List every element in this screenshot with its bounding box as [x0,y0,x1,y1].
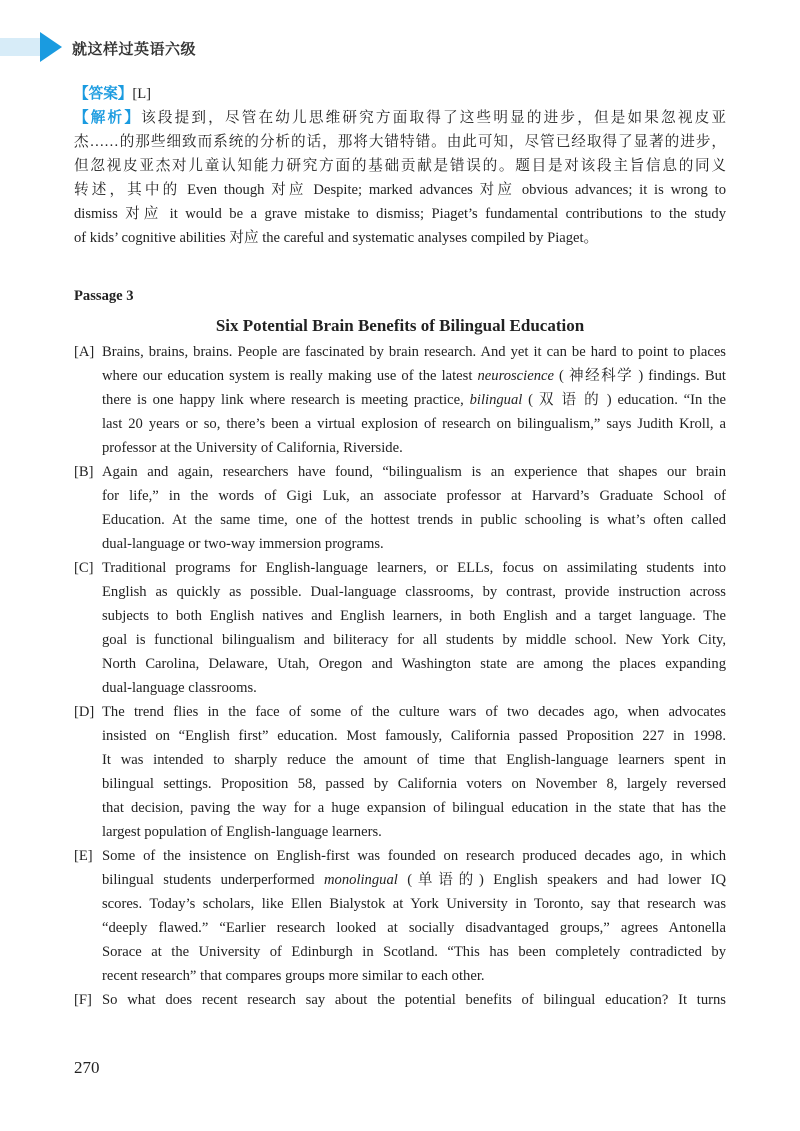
paragraph-f [74,988,726,1012]
paragraph-line: dual-language classrooms. [102,680,257,696]
header-bar-decoration [0,38,40,56]
analysis-line-6: of kids’ cognitive abilities 对应 the careful and systematic analyses compiled by Piaget。 [74,230,599,246]
paragraph-line: “deeply flawed.” “Earlier research looked at socially disadvantaged groups,” agrees Antonella [102,920,726,936]
paragraph-line: Sorace at the University of Edinburgh in Scotland. “This has been completely contradicted by [102,944,726,960]
paragraph-line: last 20 years or so, there’s been a virtual explosion of research on bilingualism,” says Judith Kroll, a [102,416,726,432]
paragraph-line: largest population of English-language learners. [102,824,382,840]
paragraph-label: [D] [74,704,95,720]
passage-title: Six Potential Brain Benefits of Bilingual Education [215,316,585,335]
paragraph-line: bilingual settings. Proposition 58, passed by California voters on November 8, largely reversed [102,776,726,792]
paragraph-line: there is one happy link where research is meeting practice, bilingual ( 双 语 的 ) education. “In the [102,392,726,408]
analysis-line-2: 杰……的那些细致而系统的分析的话，那将大错特错。由此可知，尽管已经取得了显著的进步， [74,134,726,150]
paragraph-line: English as quickly as possible. Dual-language classrooms, by contrast, provide instruction across [102,584,726,600]
paragraph-line: goal is functional bilingualism and biliteracy for all students by middle school. New York City, [102,632,726,648]
paragraph-line: bilingual students underperformed monolingual (单语的) English speakers and had lower IQ [102,872,727,888]
answer-line [74,82,726,106]
analysis-line-4: 转述，其中的 Even though 对应 Despite; marked advances 对应 obvious advances; it is wrong to [74,182,726,198]
paragraph-label: [A] [74,344,95,360]
paragraph-line: Education. At the same time, one of the hottest trends in public schooling is what’s often called [102,512,726,528]
paragraph-line: subjects to both English natives and English learners, in both English and a target language. The [102,608,726,624]
paragraph-line: dual-language or two-way immersion programs. [102,536,384,552]
passage-label: Passage 3 [74,288,134,304]
paragraph-label: [F] [74,992,92,1008]
page-number: 270 [74,1058,100,1077]
paragraph-c [74,556,726,700]
paragraph-line: for life,” in the words of Gigi Luk, an associate professor at Harvard’s Graduate School of [102,488,726,504]
analysis-line-1: 该段提到，尽管在幼儿思维研究方面取得了这些明显的进步，但是如果忽视皮亚 [141,110,726,126]
paragraph-line: Brains, brains, brains. People are fascinated by brain research. And yet it can be hard to point to places [102,344,726,360]
paragraph-e [74,844,726,988]
paragraph-label: [B] [74,464,94,480]
answer-value: [L] [132,86,152,102]
paragraph-line: The trend flies in the face of some of the culture wars of two decades ago, when advocates [102,704,726,720]
paragraph-line: North Carolina, Delaware, Utah, Oregon and Washington state are among the places expanding [102,656,726,672]
page-content [74,82,726,1012]
paragraph-line: Some of the insistence on English-first was founded on research produced decades ago, in which [102,848,726,864]
paragraph-label: [C] [74,560,94,576]
paragraph-a [74,340,726,460]
arrow-right-icon [40,32,62,62]
analysis-tag: 【解析】 [74,109,142,126]
paragraph-line: that decision, paving the way for a huge expansion of bilingual education in the state that has the [102,800,726,816]
paragraph-line: where our education system is really making use of the latest neuroscience ( 神经科学 ) findings. But [102,368,726,384]
paragraph-line: scores. Today’s scholars, like Ellen Bialystok at York University in Toronto, say that research was [102,896,726,912]
page-header [0,30,400,64]
paragraph-line: professor at the University of California, Riverside. [102,440,403,456]
analysis-line-5: dismiss 对应 it would be a grave mistake to dismiss; Piaget’s fundamental contributions to the study [74,206,726,222]
paragraph-b [74,460,726,556]
analysis-block [74,106,726,250]
paragraph-d [74,700,726,844]
analysis-line-3: 但忽视皮亚杰对儿童认知能力研究方面的基础贡献是错误的。题目是对该段主旨信息的同义 [74,158,726,174]
paragraph-line: Again and again, researchers have found, “bilingualism is an experience that shapes our brain [102,464,726,480]
paragraph-line: recent research” that compares groups more similar to each other. [102,968,485,984]
paragraph-line: insisted on “English first” education. Most famously, California passed Proposition 227 in 1998. [102,728,726,744]
paragraph-label: [E] [74,848,93,864]
paragraph-line: Traditional programs for English-language learners, or ELLs, focus on assimilating students into [102,560,726,576]
header-title: 就这样过英语六级 [72,40,197,58]
paragraph-line: It was intended to sharply reduce the amount of time that English-language learners spent in [102,752,726,768]
answer-tag: 【答案】 [74,85,133,102]
paragraph-line: So what does recent research say about the potential benefits of bilingual education? It turns [102,992,726,1008]
